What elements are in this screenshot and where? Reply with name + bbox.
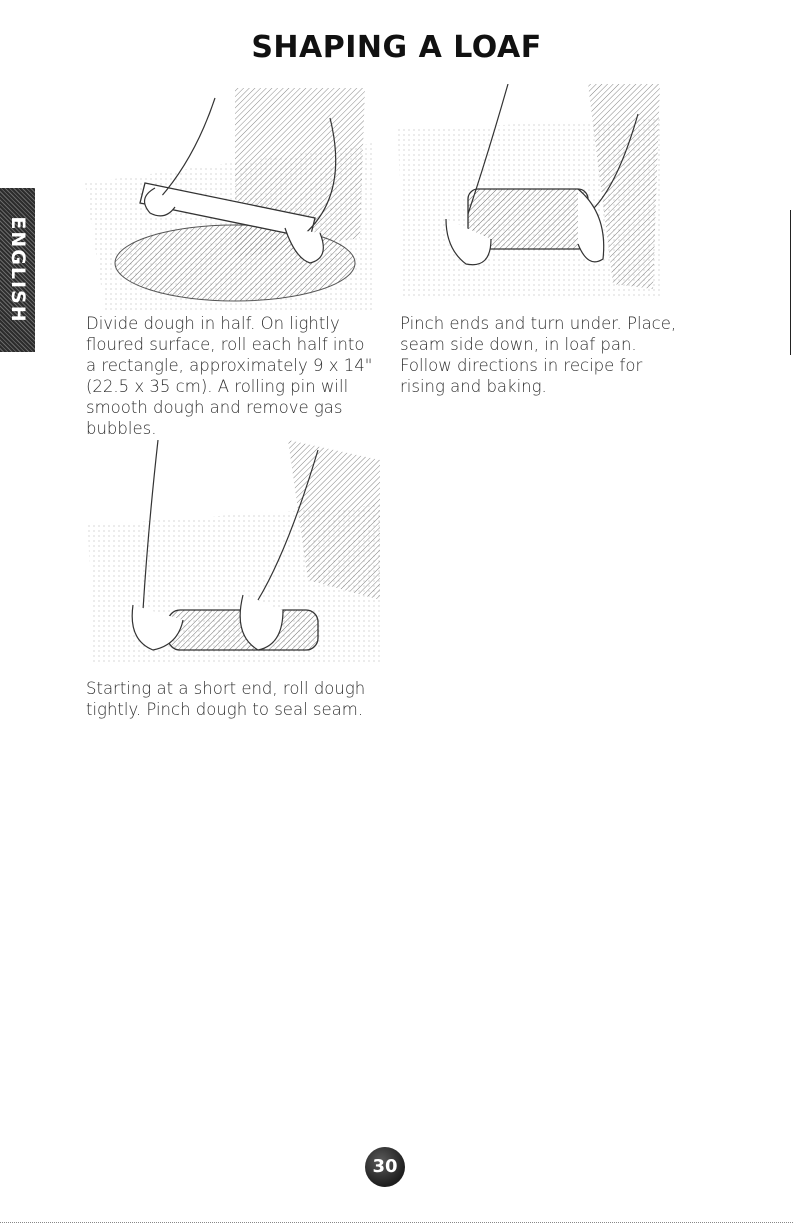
illustration-place-loaf bbox=[398, 84, 660, 296]
page-number: 30 bbox=[365, 1147, 405, 1187]
language-tab bbox=[0, 188, 35, 352]
illustration-roll-dough bbox=[88, 440, 380, 662]
step-2-caption: Pinch ends and turn under. Place, seam side down, in loaf pan. Follow directions in recipe for rising and baking. bbox=[400, 314, 677, 396]
step-1-caption: Divide dough in half. On lightly floured surface, roll each half into a rectangle, approximately 9 x 14" (22.5 x 35 cm). A rolling pin will smooth dough and remove gas bubbles. bbox=[86, 314, 373, 438]
step-3-caption: Starting at a short end, roll dough tightly. Pinch dough to seal seam. bbox=[86, 679, 366, 719]
side-rule bbox=[790, 210, 791, 355]
illustration-rolling-pin bbox=[85, 88, 375, 310]
language-tab-label: ENGLISH bbox=[6, 216, 29, 324]
page-title: SHAPING A LOAF bbox=[251, 30, 542, 65]
bottom-rule bbox=[0, 1222, 793, 1223]
